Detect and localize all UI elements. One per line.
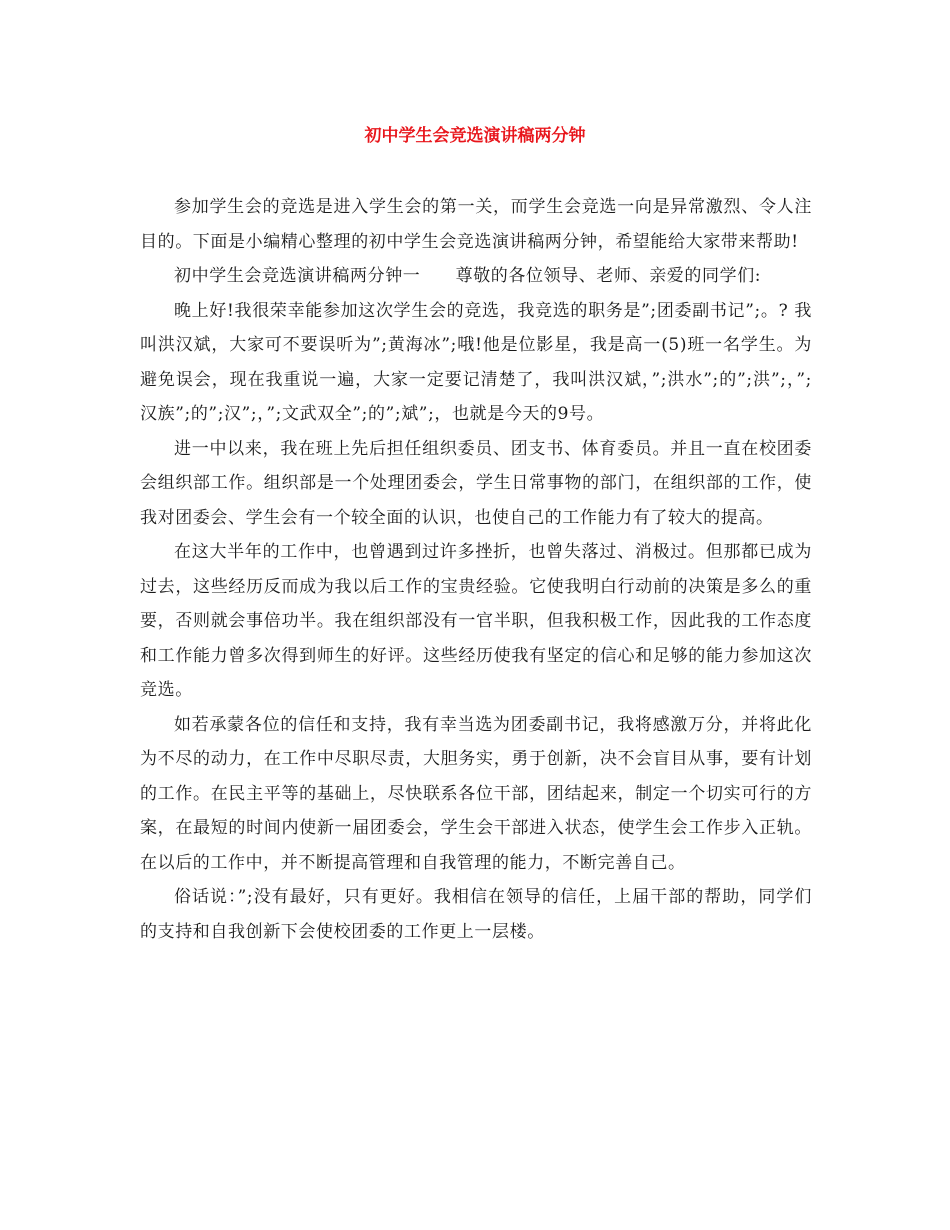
paragraph-greeting: 晚上好!我很荣幸能参加这次学生会的竞选，我竞选的职务是”;团委副书记”;。? 我叫洪汉斌，大家可不要误听为”;黄海冰”;哦!他是位影星，我是高一(5)班一名学生。为避免误会，现在我重说一遍，大家一定要记清楚了，我叫洪汉斌，”;洪水”;的”;洪”;，”;汉族”;的”;汉”;，”;文武双全”;的”;斌”;，也就是今天的9号。	[140, 300, 812, 424]
document-title: 初中学生会竞选演讲稿两分钟	[364, 126, 586, 146]
paragraph-intro: 参加学生会的竞选是进入学生会的第一关，而学生会竞选一向是异常激烈、令人注目的。下面是小编精心整理的初中学生会竞选演讲稿两分钟，希望能给大家带来帮助!	[140, 197, 812, 252]
paragraph-experience: 进一中以来，我在班上先后担任组织委员、团支书、体育委员。并且一直在校团委会组织部工作。组织部是一个处理团委会，学生日常事物的部门，在组织部的工作，使我对团委会、学生会有一个较全面的认识，也使自己的工作能力有了较大的提高。	[140, 438, 812, 528]
document-body	[140, 190, 812, 949]
paragraph-promise: 如若承蒙各位的信任和支持，我有幸当选为团委副书记，我将感激万分，并将此化为不尽的动力，在工作中尽职尽责，大胆务实，勇于创新，决不会盲目从事，要有计划的工作。在民主平等的基础上，尽快联系各位干部，团结起来，制定一个切实可行的方案，在最短的时间内使新一届团委会，学生会干部进入状态，使学生会工作步入正轨。在以后的工作中，并不断提高管理和自我管理的能力，不断完善自己。	[140, 714, 812, 873]
paragraph-salutation: 初中学生会竞选演讲稿两分钟一 尊敬的各位领导、老师、亲爱的同学们:	[174, 266, 762, 286]
paragraph-closing: 俗话说：”;没有最好，只有更好。我相信在领导的信任，上届干部的帮助，同学们的支持和自我创新下会使校团委的工作更上一层楼。	[140, 887, 812, 942]
paragraph-setbacks: 在这大半年的工作中，也曾遇到过许多挫折，也曾失落过、消极过。但那都已成为过去，这些经历反而成为我以后工作的宝贵经验。它使我明白行动前的决策是多么的重要，否则就会事倍功半。我在组织部没有一官半职，但我积极工作，因此我的工作态度和工作能力曾多次得到师生的好评。这些经历使我有坚定的信心和足够的能力参加这次竞选。	[140, 542, 812, 700]
